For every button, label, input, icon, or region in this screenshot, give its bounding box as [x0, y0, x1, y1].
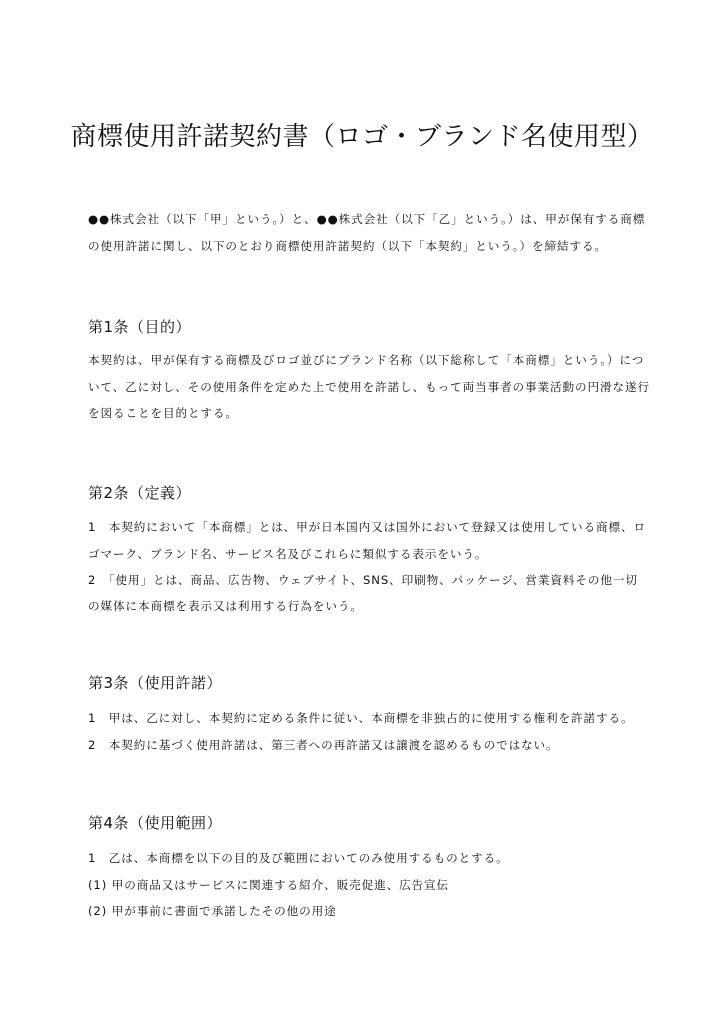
article-2-line: の媒体に本商標を表示又は利用する行為をいう。	[88, 599, 363, 613]
article-2-heading: 第2条（定義）	[88, 484, 192, 502]
article-2-line: 2 「使用」とは、商品、広告物、ウェブサイト、SNS、印刷物、パッケージ、営業資料その他一切	[88, 573, 638, 587]
article-4-heading: 第4条（使用範囲）	[88, 814, 223, 832]
article-4-line: (1) 甲の商品又はサービスに関連する紹介、販売促進、広告宣伝	[88, 878, 450, 892]
article-1-heading: 第1条（目的）	[88, 318, 192, 336]
preamble-line: の使用許諾に関し、以下のとおり商標使用許諾契約（以下「本契約」という。）を締結する。	[88, 239, 607, 253]
preamble-line: ●●株式会社（以下「甲」という。）と、●●株式会社（以下「乙」という。）は、甲が保有する商標	[88, 212, 646, 226]
article-2-line: 1 本契約において「本商標」とは、甲が日本国内又は国外において登録又は使用している商標、ロ	[88, 520, 647, 534]
article-3-line: 1 甲は、乙に対し、本契約に定める条件に従い、本商標を非独占的に使用する権利を許諾する。	[88, 711, 634, 725]
article-4-line: (2) 甲が事前に書面で承諾したその他の用途	[88, 904, 337, 918]
article-3-heading: 第3条（使用許諾）	[88, 674, 223, 692]
article-1-line: を図ることを目的とする。	[88, 406, 238, 420]
document-title: 商標使用許諾契約書（ロゴ・ブランド名使用型）	[70, 122, 654, 152]
article-3-line: 2 本契約に基づく使用許諾は、第三者への再許諾又は譲渡を認めるものではない。	[88, 738, 559, 752]
article-4-line: 1 乙は、本商標を以下の目的及び範囲においてのみ使用するものとする。	[88, 851, 509, 865]
article-1-line: いて、乙に対し、その使用条件を定めた上で使用を許諾し、もって両当事者の事業活動の円滑な遂行	[88, 380, 650, 394]
article-1-line: 本契約は、甲が保有する商標及びロゴ並びにブランド名称（以下総称して「本商標」という。）につ	[88, 353, 645, 367]
article-2-line: ゴマーク、ブランド名、サービス名及びこれらに類似する表示をいう。	[88, 547, 488, 561]
